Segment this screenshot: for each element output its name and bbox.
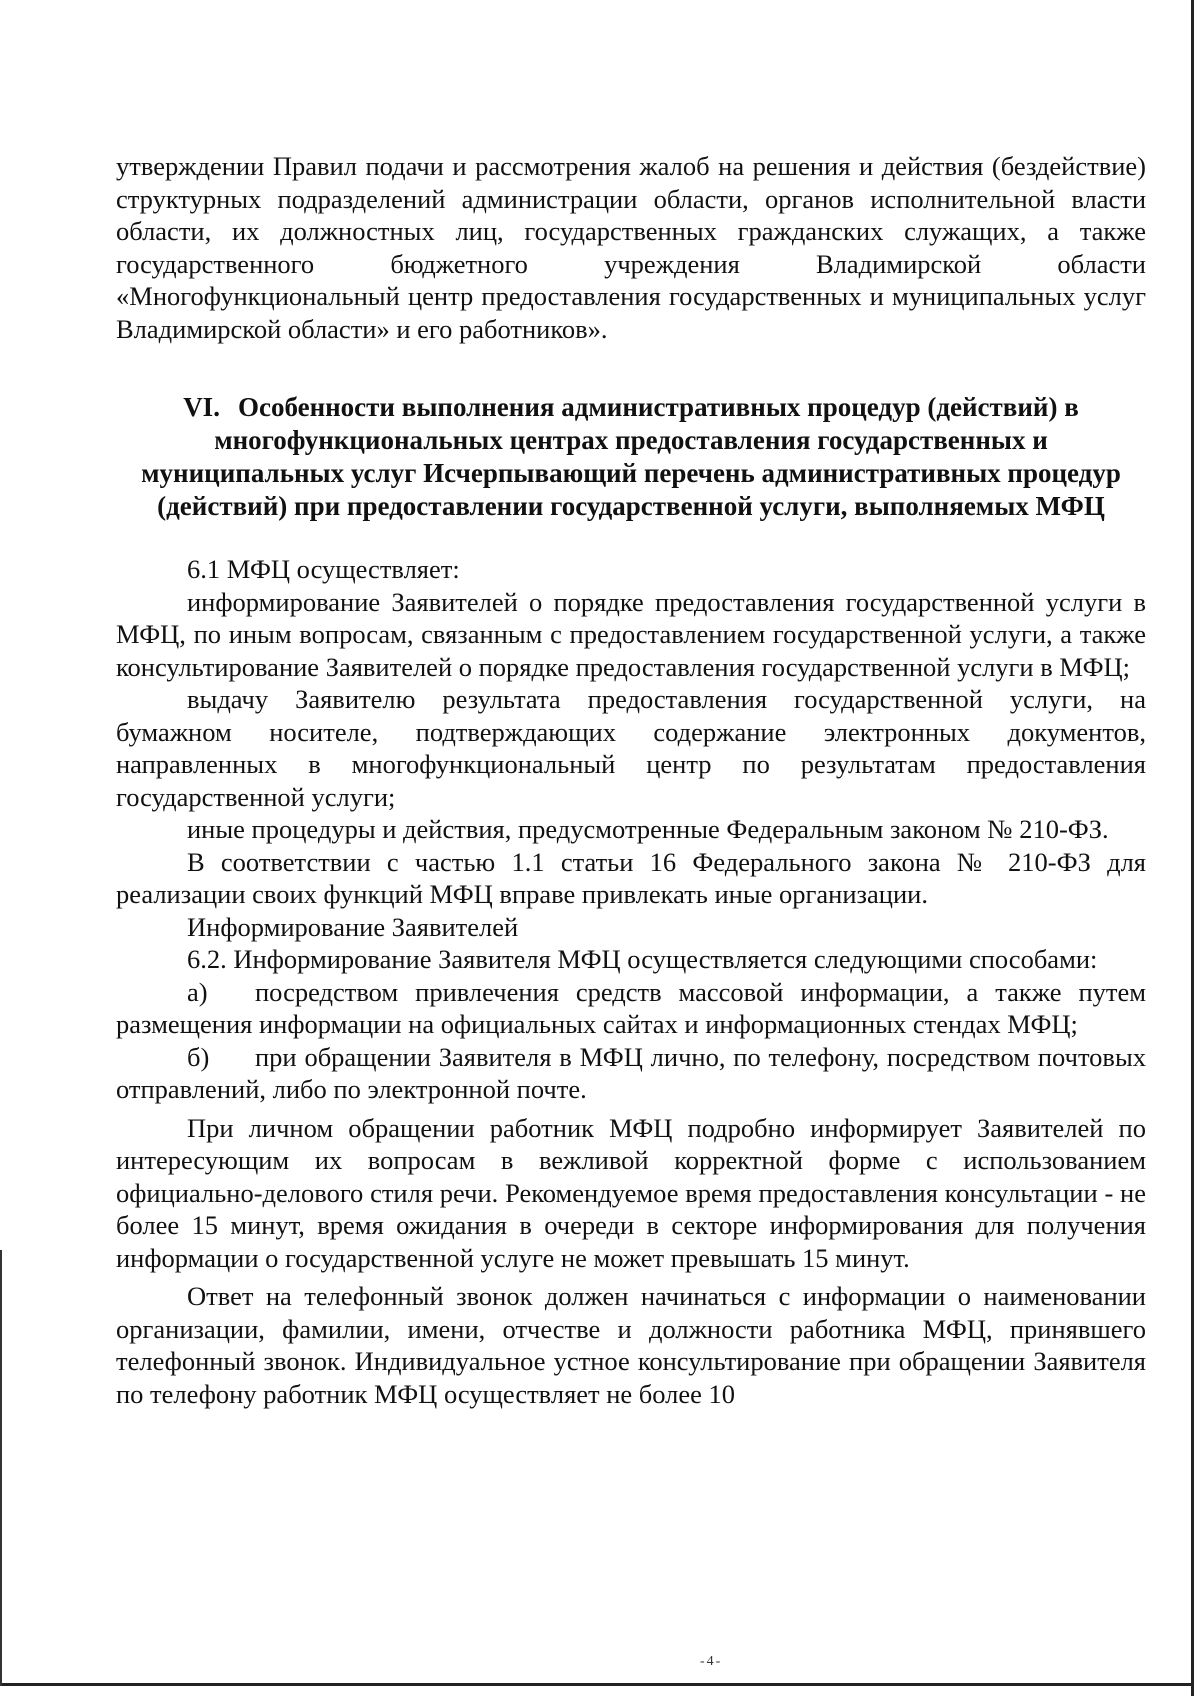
section-heading [116,391,1146,523]
scan-edge-left [0,1250,2,1686]
paragraph-issuance: выдачу Заявителю результата предоставления государственной услуги, на бумажном носителе, подтверждающих содержание электронных документов, направленных в многофункциональный центр по результатам предоставления государственной услуги; [116,684,1146,812]
list-item [116,976,1146,1041]
scan-edge-right [1191,0,1194,1696]
page-number: -4- [700,1654,723,1669]
paragraph-informing: информирование Заявителей о порядке предоставления государственной услуги в МФЦ, по иным вопросам, связанным с предоставлением государственной услуги, а также консультирование Заявителей о порядке предоставления государственной услуги в МФЦ; [116,586,1146,682]
paragraph-law-reference: В соответствии с частью 1.1 статьи 16 Федерального закона № 210-ФЗ для реализации своих функций МФЦ вправе привлекать иные организации. [116,846,1146,909]
paragraph-subheading: Информирование Заявителей [187,911,519,942]
paragraph-6-1: 6.1 МФЦ осуществляет: [187,554,460,584]
list-item-text: при обращении Заявителя в МФЦ лично, по телефону, посредством почтовых отправлений, либо по электронной почте. [116,1041,1146,1104]
list-marker: а) [187,976,208,1007]
list-item [116,1041,1146,1106]
section-number: VI. [183,392,220,422]
paragraph-other-procedures: иные процедуры и действия, предусмотренные Федеральным законом № 210-ФЗ. [187,814,1109,844]
list-marker: б) [187,1041,210,1072]
paragraph-6-2: 6.2. Информирование Заявителя МФЦ осуществляется следующими способами: [187,944,1098,974]
paragraph-phone-call: Ответ на телефонный звонок должен начинаться с информации о наименовании организации, фамилии, имени, отчестве и должности работника МФЦ, принявшего телефонный звонок. Индивидуальное устное консультирование при обращении Заявителя по телефону работник МФЦ осуществляет не более 10 [116,1281,1146,1409]
intro-paragraph: утверждении Правил подачи и рассмотрения жалоб на решения и действия (бездействие) структурных подразделений администрации области, органов исполнительной власти области, их должностных лиц, государственных гражданских служащих, а также государственного бюджетного учреждения Владимирской области «Многофункциональный центр предоставления государственных и муниципальных услуг Владимирской области» и его работников». [116,151,1146,344]
scan-edge-bottom [0,1683,1194,1686]
section-title: Особенности выполнения административных процедур (действий) в многофункциональных центрах предоставления государственных и муниципальных услуг Исчерпывающий перечень административных процедур (действий) при предоставлении государственной услуги, выполняемых МФЦ [141,392,1121,521]
document-body [116,150,1146,1410]
list-item-text: посредством привлечения средств массовой информации, а также путем размещения информации на официальных сайтах и информационных стендах МФЦ; [116,976,1146,1039]
paragraph-personal-visit: При личном обращении работник МФЦ подробно информирует Заявителей по интересующим их вопросам в вежливой корректной форме с использованием официально-делового стиля речи. Рекомендуемое время предоставления консультации - не более 15 минут, время ожидания в очереди в секторе информирования для получения информации о государственной услуге не может превышать 15 минут. [116,1112,1146,1273]
